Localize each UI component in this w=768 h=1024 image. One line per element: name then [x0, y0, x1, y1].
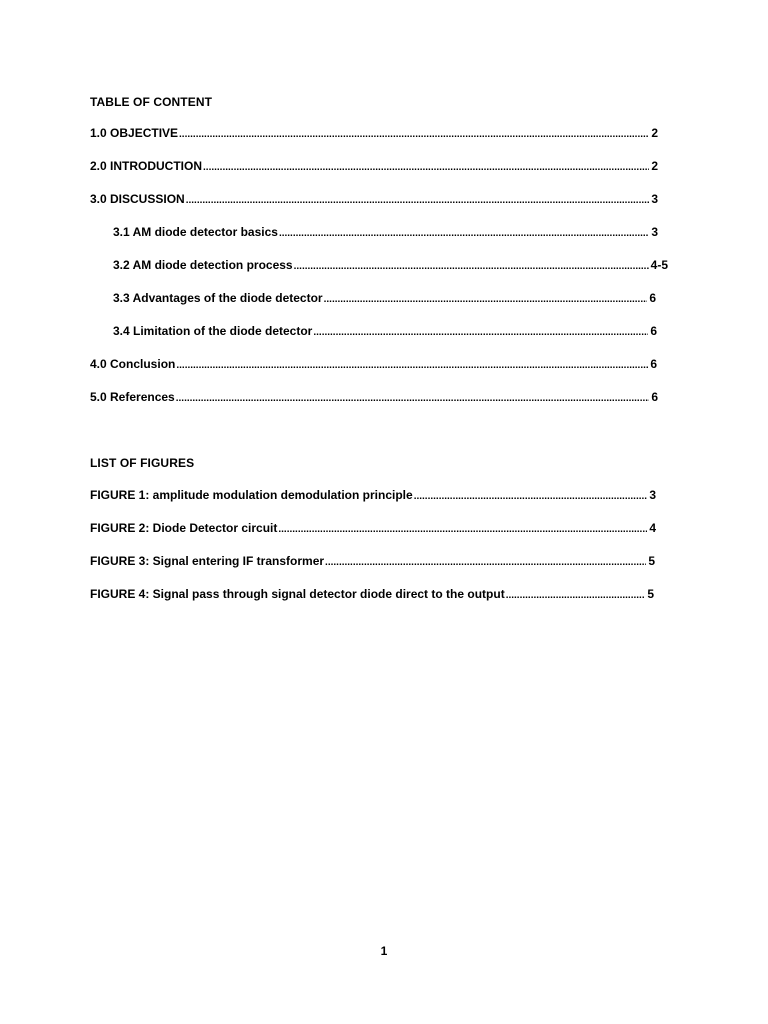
figure-entry-label: FIGURE 3: Signal entering IF transformer — [90, 554, 325, 568]
toc-entry-page: 3 — [651, 192, 658, 206]
toc-entry-discussion — [90, 192, 658, 208]
figure-entry-page: 3 — [649, 488, 656, 502]
dot-leader — [325, 557, 646, 568]
toc-entry-label: 3.2 AM diode detection process — [113, 258, 293, 272]
figure-entry-4 — [90, 587, 654, 603]
toc-entry-page: 2 — [651, 159, 658, 173]
toc-entry-label: 4.0 Conclusion — [90, 357, 176, 371]
dot-leader — [278, 524, 647, 535]
toc-entry-3-4 — [113, 324, 657, 340]
toc-entry-objective — [90, 126, 658, 142]
toc-entry-page: 6 — [650, 357, 657, 371]
dot-leader — [279, 228, 649, 239]
toc-entry-label: 3.3 Advantages of the diode detector — [113, 291, 323, 305]
toc-entry-page: 6 — [650, 324, 657, 338]
page-number: 1 — [380, 944, 388, 958]
figure-entry-label: FIGURE 1: amplitude modulation demodulation principle — [90, 488, 413, 502]
dot-leader — [179, 129, 649, 140]
toc-entry-label: 3.4 Limitation of the diode detector — [113, 324, 313, 338]
toc-entry-3-1 — [113, 225, 658, 241]
toc-entry-page: 4-5 — [650, 258, 668, 272]
toc-title: TABLE OF CONTENT — [90, 95, 213, 109]
toc-entry-label: 3.0 DISCUSSION — [90, 192, 185, 206]
toc-entry-conclusion — [90, 357, 657, 373]
figure-entry-2 — [90, 521, 656, 537]
figure-entry-label: FIGURE 2: Diode Detector circuit — [90, 521, 278, 535]
dot-leader — [203, 162, 649, 173]
dot-leader — [324, 294, 648, 305]
dot-leader — [506, 590, 646, 601]
dot-leader — [313, 327, 648, 338]
toc-entry-label: 2.0 INTRODUCTION — [90, 159, 203, 173]
figure-entry-page: 5 — [648, 554, 655, 568]
figure-entry-page: 4 — [649, 521, 656, 535]
toc-entry-references — [90, 390, 658, 406]
toc-entry-label: 3.1 AM diode detector basics — [113, 225, 278, 239]
toc-entry-3-3 — [113, 291, 656, 307]
toc-entry-label: 1.0 OBJECTIVE — [90, 126, 179, 140]
dot-leader — [176, 360, 648, 371]
dot-leader — [414, 491, 648, 502]
dot-leader — [186, 195, 650, 206]
figure-entry-label: FIGURE 4: Signal pass through signal detector diode direct to the output — [90, 587, 505, 601]
toc-entry-page: 6 — [651, 390, 658, 404]
toc-entry-page: 6 — [649, 291, 656, 305]
dot-leader — [176, 393, 650, 404]
toc-entry-page: 2 — [651, 126, 658, 140]
figure-entry-page: 5 — [647, 587, 654, 601]
toc-entry-introduction — [90, 159, 658, 175]
toc-entry-label: 5.0 References — [90, 390, 175, 404]
dot-leader — [294, 261, 649, 272]
toc-entry-page: 3 — [651, 225, 658, 239]
figure-entry-3 — [90, 554, 655, 570]
figures-title: LIST OF FIGURES — [90, 456, 195, 470]
figure-entry-1 — [90, 488, 656, 504]
toc-entry-3-2 — [113, 258, 668, 274]
